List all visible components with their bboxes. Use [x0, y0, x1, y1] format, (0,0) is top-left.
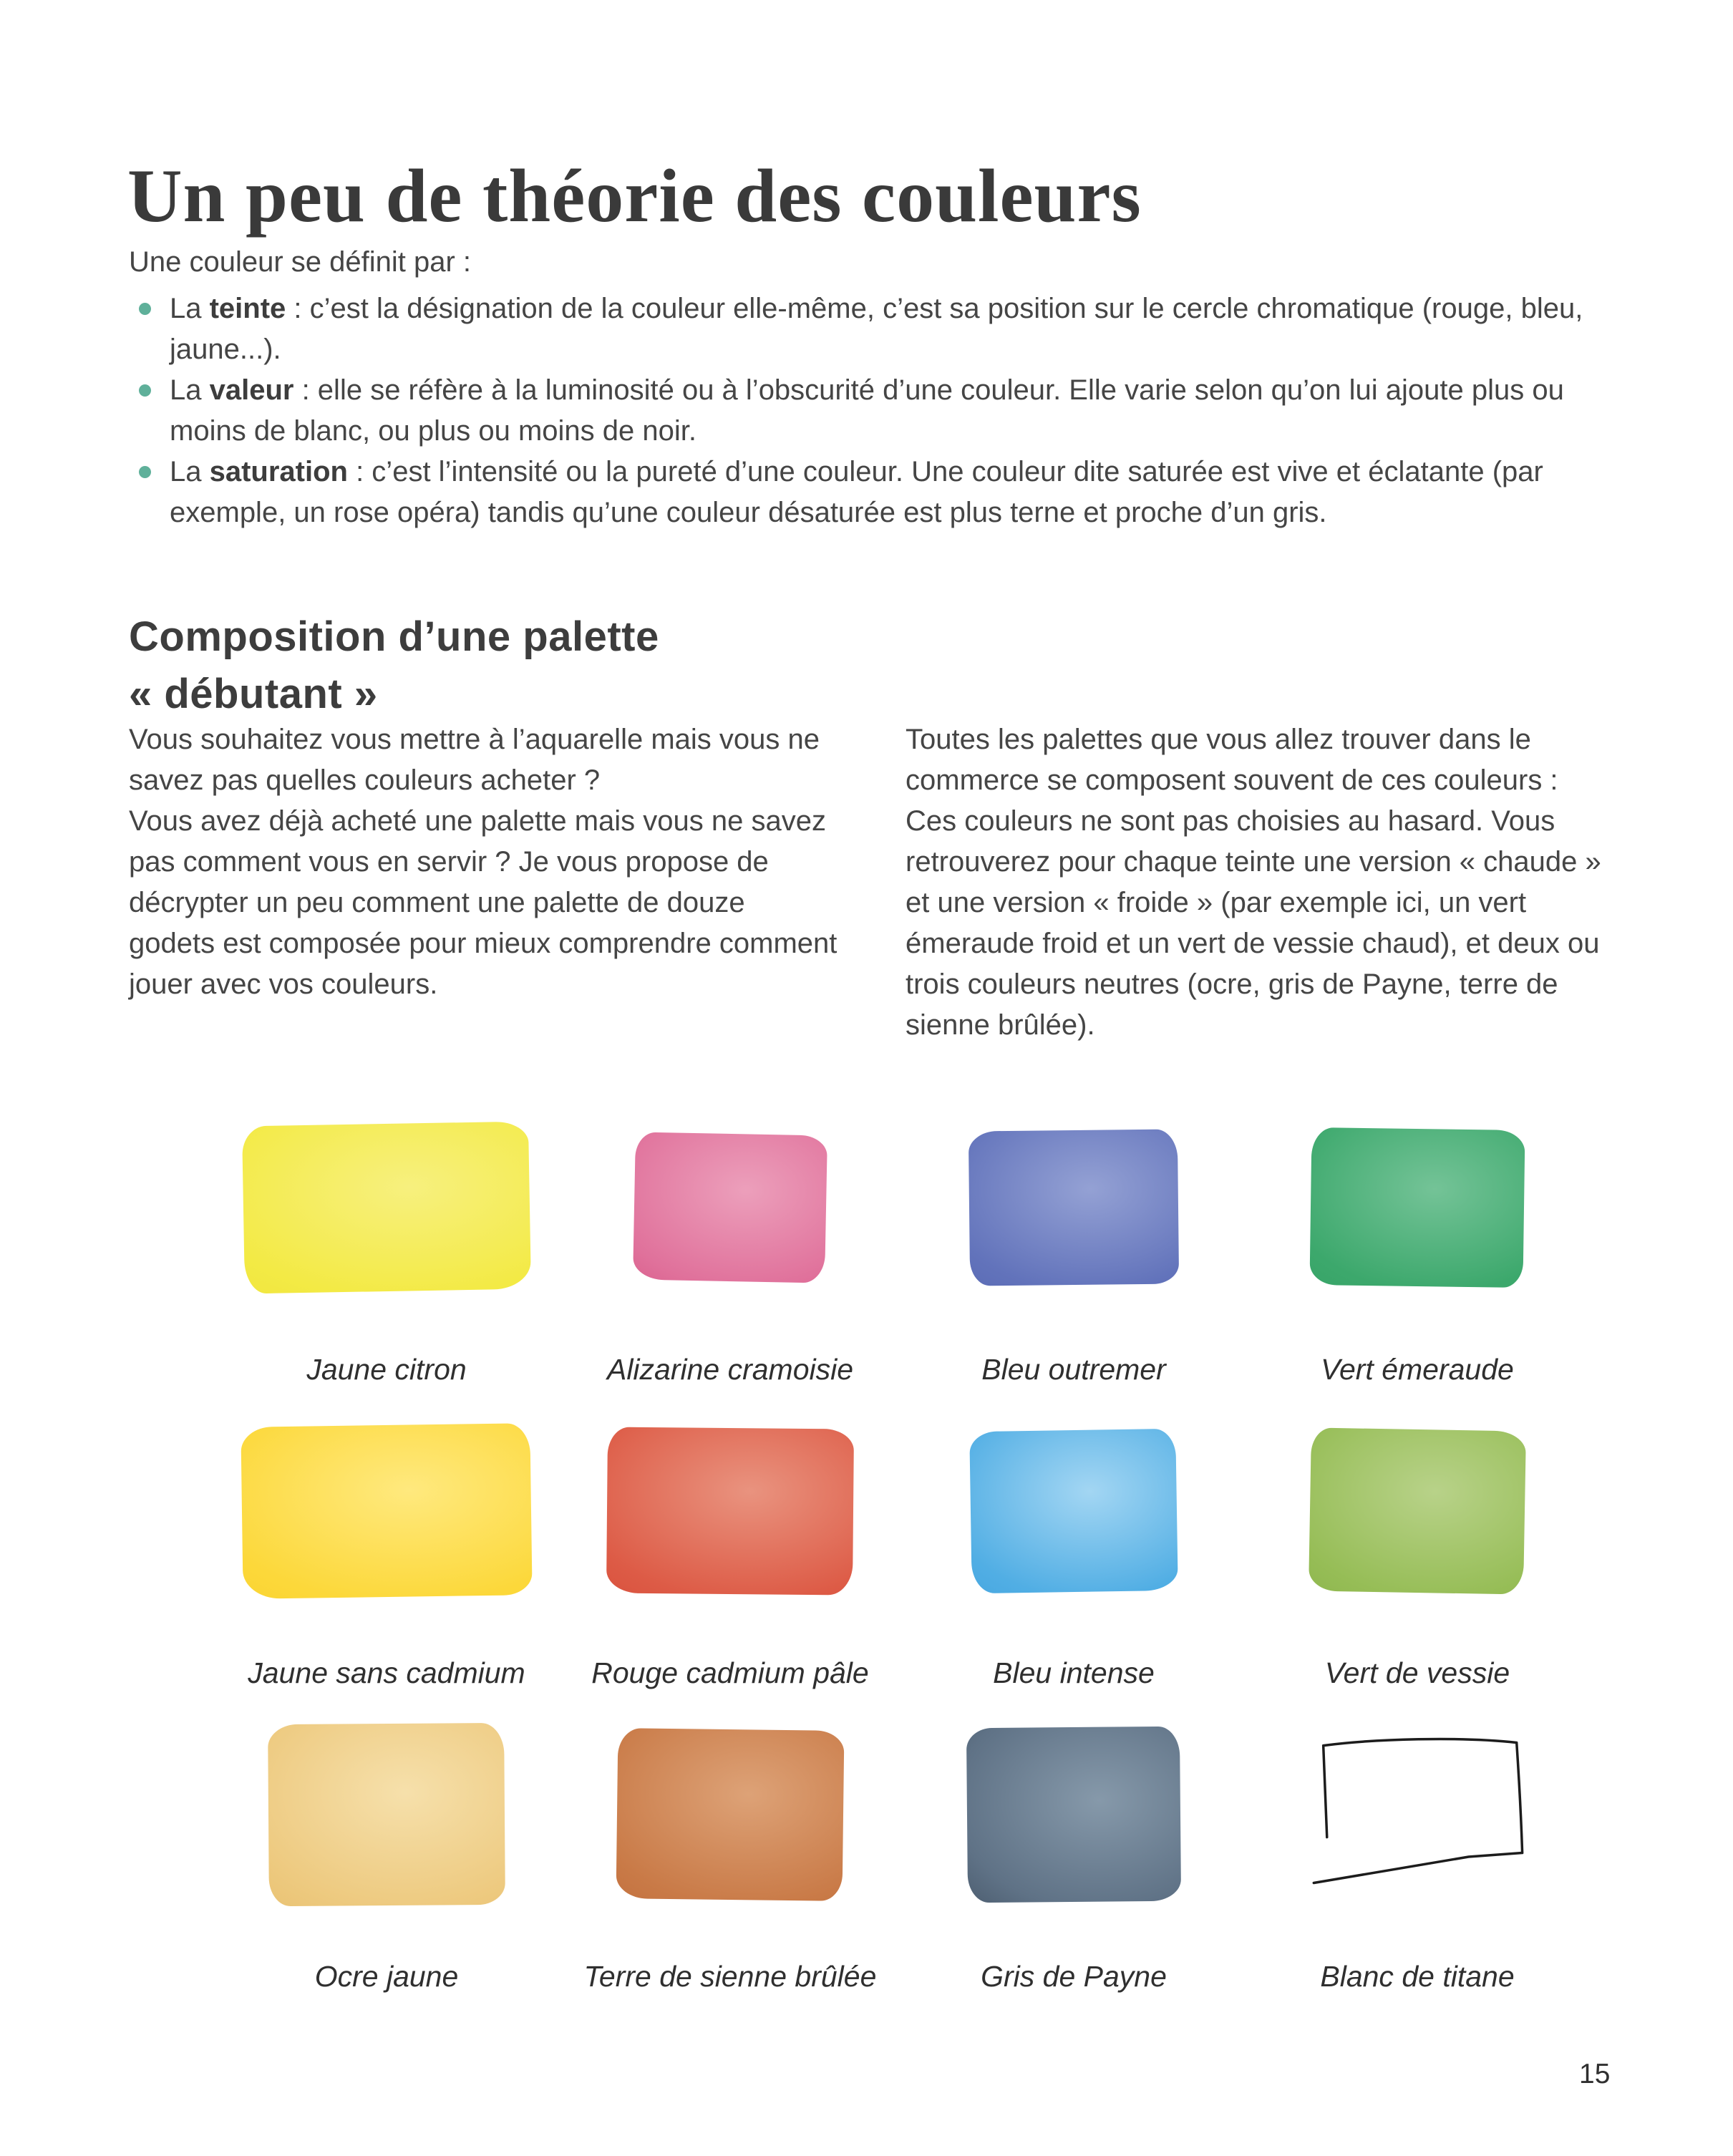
swatch-label: Alizarine cramoisie: [606, 1353, 854, 1386]
paragraph: Vous avez déjà acheté une palette mais vous ne savez pas comment vous en servir ? Je vous propose de décrypter un peu comment une palette de douze godets est composée pour mieux comprendre comment jouer avec vos couleurs.: [129, 805, 838, 1000]
swatch-label: Ocre jaune: [314, 1960, 459, 1993]
swatch-label: Jaune citron: [306, 1353, 467, 1386]
swatch-zone: [1311, 1115, 1524, 1300]
section-heading: [129, 608, 659, 723]
swatch-rouge-cadmium-pale: [606, 1427, 854, 1596]
list-item-valeur: [129, 370, 1614, 452]
swatch-cell: [902, 1115, 1246, 1419]
swatch-label: Vert émeraude: [1321, 1353, 1514, 1386]
swatch-vert-emeraude: [1309, 1127, 1525, 1288]
swatch-cell: [1246, 1115, 1589, 1419]
palette-grid: [215, 1115, 1589, 2026]
swatch-bleu-intense: [969, 1429, 1178, 1593]
swatch-cell: [215, 1419, 558, 1722]
swatch-zone: [967, 1722, 1180, 1907]
swatch-zone: [607, 1419, 853, 1603]
bullet-rest: : c’est la désignation de la couleur elle-même, c’est sa position sur le cercle chromatique (rouge, bleu, jaune...).: [170, 293, 1583, 365]
color-properties-list: [129, 288, 1614, 533]
swatch-cell: [902, 1722, 1246, 2026]
bullet-text: [170, 288, 1614, 370]
bullet-prefix: La: [170, 456, 210, 487]
sketched-rectangle-icon: [1309, 1729, 1525, 1900]
bullet-term: saturation: [209, 456, 348, 487]
swatch-jaune-citron: [242, 1122, 531, 1294]
swatch-cell: [558, 1115, 902, 1419]
swatch-terre-de-sienne-brulee: [616, 1728, 845, 1901]
swatch-cell: [215, 1115, 558, 1419]
bullet-rest: : c’est l’intensité ou la pureté d’une couleur. Une couleur dite saturée est vive et éclatante (par exemple, un rose opéra) tandis qu’une couleur désaturée est plus terne et proche d’un gris.: [170, 456, 1543, 528]
swatch-label: Gris de Payne: [981, 1960, 1167, 1993]
intro-column-right: [906, 719, 1614, 1046]
swatch-blanc-de-titane: [1309, 1729, 1525, 1900]
column-gap: [838, 719, 906, 1046]
two-column-text: [129, 719, 1614, 1046]
section-heading-line1: Composition d’une palette: [129, 613, 659, 661]
swatch-label: Bleu outremer: [981, 1353, 1166, 1386]
swatch-ocre-jaune: [268, 1723, 505, 1906]
swatch-zone: [1310, 1419, 1525, 1603]
swatch-label: Jaune sans cadmium: [248, 1656, 525, 1689]
swatch-zone: [1310, 1722, 1525, 1907]
bullet-term: valeur: [209, 374, 294, 406]
swatch-vert-de-vessie: [1309, 1427, 1526, 1594]
swatch-cell: [215, 1722, 558, 2026]
swatch-label: Vert de vessie: [1324, 1656, 1510, 1689]
swatch-cell: [1246, 1722, 1589, 2026]
swatch-zone: [634, 1115, 826, 1300]
paragraph: Vous souhaitez vous mettre à l’aquarelle mais vous ne savez pas quelles couleurs acheter ?: [129, 724, 820, 796]
swatch-cell: [902, 1419, 1246, 1722]
swatch-label: Rouge cadmium pâle: [591, 1656, 869, 1689]
swatch-zone: [969, 1115, 1178, 1300]
bullet-rest: : elle se réfère à la luminosité ou à l’obscurité d’une couleur. Elle varie selon qu’on lui ajoute plus ou moins de blanc, ou plus ou moins de noir.: [170, 374, 1564, 447]
paragraph: Toutes les palettes que vous allez trouver dans le commerce se composent souvent de ces couleurs :: [906, 724, 1558, 796]
section-heading-line2: « débutant »: [129, 671, 378, 718]
list-item-saturation: [129, 452, 1614, 533]
swatch-zone: [243, 1115, 530, 1300]
bullet-prefix: La: [170, 293, 210, 324]
page-number: 15: [1579, 2059, 1611, 2089]
bullet-text: [170, 370, 1614, 452]
bullet-icon: [139, 303, 151, 315]
swatch-label: Terre de sienne brûlée: [583, 1960, 877, 1993]
swatch-bleu-outremer: [969, 1129, 1179, 1286]
swatch-jaune-sans-cadmium: [241, 1423, 532, 1599]
intro-lead: Une couleur se définit par :: [129, 246, 472, 278]
swatch-label: Bleu intense: [993, 1656, 1155, 1689]
bullet-prefix: La: [170, 374, 210, 406]
bullet-text: [170, 452, 1614, 533]
swatch-label: Blanc de titane: [1320, 1960, 1515, 1993]
swatch-cell: [1246, 1419, 1589, 1722]
swatch-zone: [268, 1722, 505, 1907]
list-item-teinte: [129, 288, 1614, 370]
bullet-icon: [139, 384, 151, 397]
swatch-gris-de-payne: [966, 1727, 1181, 1903]
swatch-cell: [558, 1419, 902, 1722]
swatch-zone: [971, 1419, 1177, 1603]
swatch-zone: [242, 1419, 531, 1603]
intro-block: [129, 242, 1614, 533]
paragraph: Ces couleurs ne sont pas choisies au hasard. Vous retrouverez pour chaque teinte une version « chaude » et une version « froide » (par exemple ici, un vert émeraude froid et un vert de vessie chaud), et deux ou trois couleurs neutres (ocre, gris de Payne, terre de sienne brûlée).: [906, 805, 1601, 1041]
bullet-term: teinte: [209, 293, 286, 324]
swatch-cell: [558, 1722, 902, 2026]
swatch-zone: [617, 1722, 843, 1907]
page-title: Un peu de théorie des couleurs: [127, 154, 1142, 238]
bullet-icon: [139, 466, 151, 478]
swatch-alizarine-cramoisie: [633, 1132, 827, 1283]
intro-column-left: [129, 719, 838, 1046]
